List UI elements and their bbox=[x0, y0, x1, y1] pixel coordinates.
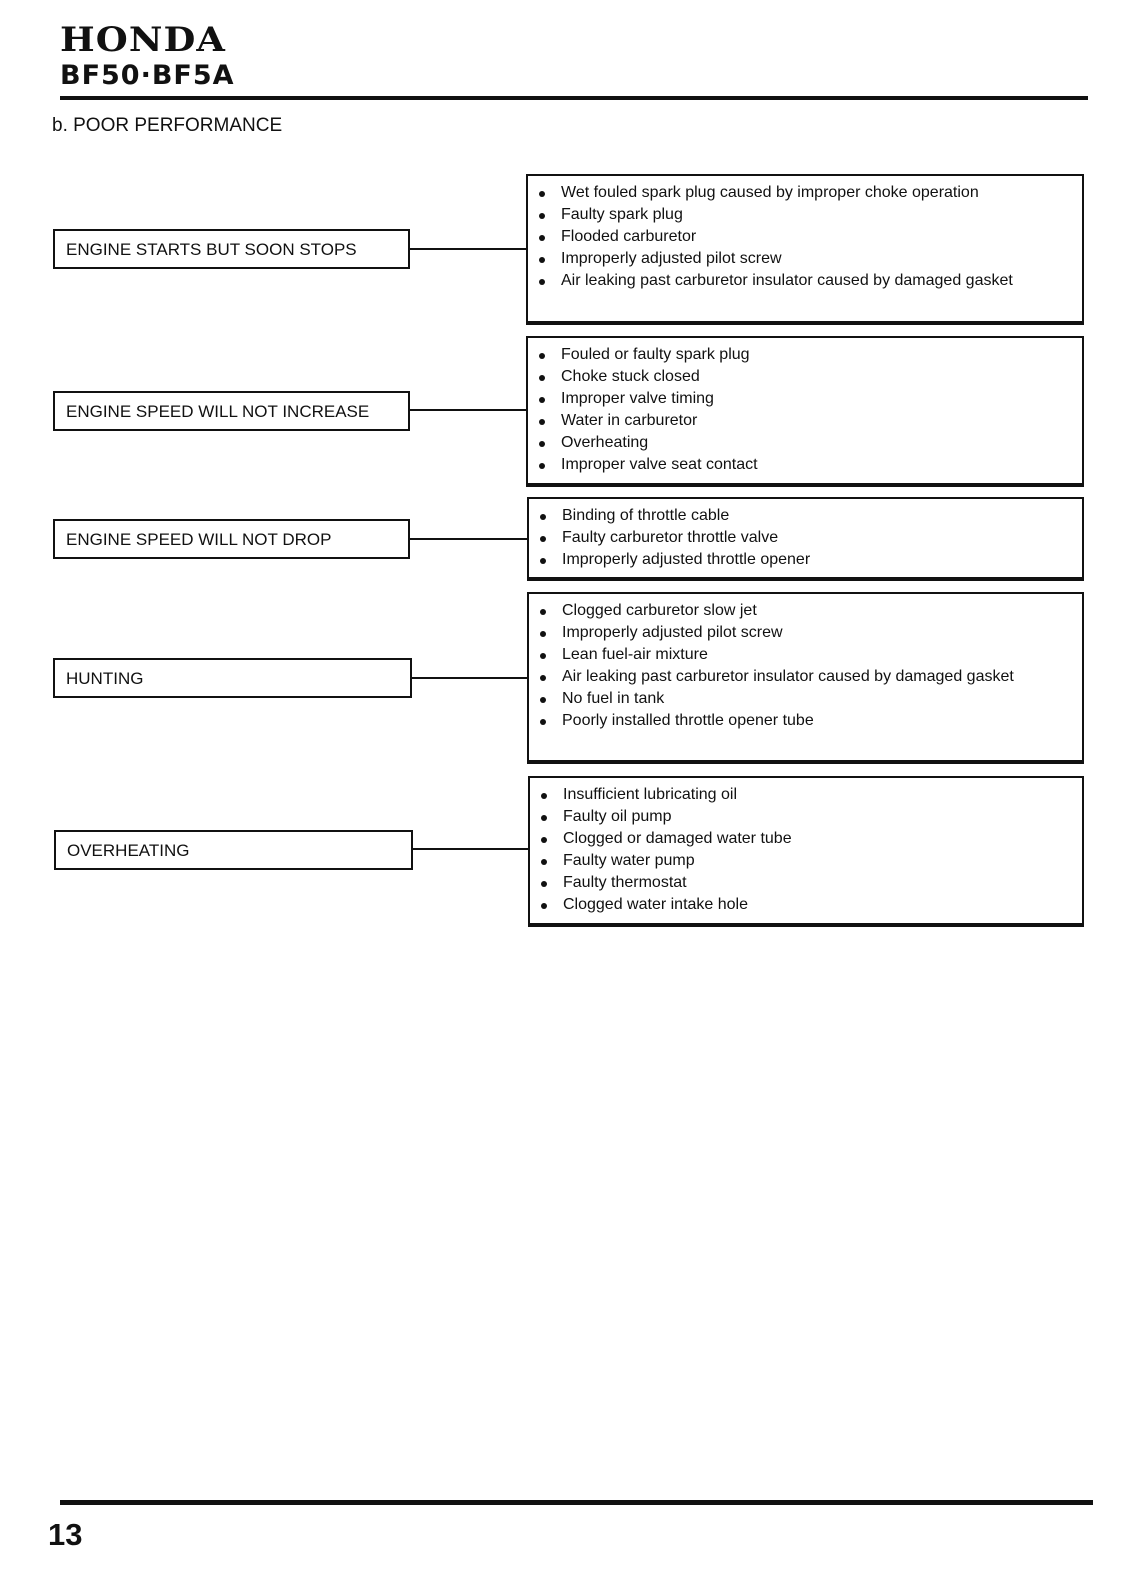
bullet-icon bbox=[540, 631, 546, 637]
cause-item bbox=[538, 828, 1072, 850]
cause-item bbox=[537, 644, 1072, 666]
cause-item bbox=[538, 872, 1072, 894]
cause-item bbox=[536, 344, 1072, 366]
connector-line bbox=[412, 677, 528, 679]
cause-item bbox=[537, 527, 1072, 549]
bullet-icon bbox=[540, 536, 546, 542]
cause-item bbox=[537, 505, 1072, 527]
cause-item bbox=[536, 182, 1072, 204]
cause-text: Faulty carburetor throttle valve bbox=[562, 529, 779, 546]
header-rule bbox=[60, 96, 1088, 100]
cause-text: Faulty spark plug bbox=[561, 206, 683, 223]
cause-box bbox=[528, 776, 1084, 925]
cause-text: Wet fouled spark plug caused by improper choke operation bbox=[561, 184, 979, 201]
cause-box bbox=[526, 174, 1084, 323]
cause-text: Flooded carburetor bbox=[561, 228, 697, 245]
brand-logo: HONDA bbox=[60, 20, 226, 60]
cause-item bbox=[536, 432, 1072, 454]
cause-item bbox=[538, 894, 1072, 916]
bullet-icon bbox=[540, 653, 546, 659]
cause-text: Improperly adjusted pilot screw bbox=[561, 250, 782, 267]
cause-text: Improperly adjusted throttle opener bbox=[562, 551, 811, 568]
bullet-icon bbox=[539, 375, 545, 381]
cause-box bbox=[527, 497, 1084, 579]
connector-line bbox=[410, 409, 527, 411]
cause-item bbox=[536, 248, 1072, 270]
cause-box bbox=[526, 336, 1084, 485]
cause-item bbox=[537, 622, 1072, 644]
cause-text: No fuel in tank bbox=[562, 690, 665, 707]
footer-rule bbox=[60, 1500, 1093, 1505]
bullet-icon bbox=[541, 815, 547, 821]
cause-list bbox=[536, 182, 1072, 292]
cause-box bbox=[527, 592, 1084, 762]
cause-text: Choke stuck closed bbox=[561, 368, 700, 385]
cause-item bbox=[538, 784, 1072, 806]
bullet-icon bbox=[539, 397, 545, 403]
cause-item bbox=[536, 270, 1072, 292]
bullet-icon bbox=[539, 191, 545, 197]
cause-item bbox=[538, 850, 1072, 872]
cause-item bbox=[537, 600, 1072, 622]
cause-item bbox=[536, 204, 1072, 226]
bullet-icon bbox=[539, 235, 545, 241]
bullet-icon bbox=[539, 257, 545, 263]
bullet-icon bbox=[540, 609, 546, 615]
bullet-icon bbox=[541, 903, 547, 909]
bullet-icon bbox=[541, 793, 547, 799]
cause-item bbox=[538, 806, 1072, 828]
symptom-box: ENGINE SPEED WILL NOT INCREASE bbox=[53, 391, 410, 431]
cause-text: Air leaking past carburetor insulator caused by damaged gasket bbox=[562, 668, 1014, 685]
cause-item bbox=[536, 410, 1072, 432]
cause-text: Improper valve seat contact bbox=[561, 456, 758, 473]
connector-line bbox=[410, 538, 528, 540]
cause-list bbox=[536, 344, 1072, 476]
cause-text: Improper valve timing bbox=[561, 390, 714, 407]
bullet-icon bbox=[539, 463, 545, 469]
cause-list bbox=[537, 600, 1072, 732]
bullet-icon bbox=[539, 213, 545, 219]
cause-text: Faulty thermostat bbox=[563, 874, 687, 891]
bullet-icon bbox=[541, 837, 547, 843]
cause-text: Water in carburetor bbox=[561, 412, 698, 429]
cause-text: Faulty water pump bbox=[563, 852, 695, 869]
cause-item bbox=[537, 710, 1072, 732]
cause-text: Fouled or faulty spark plug bbox=[561, 346, 750, 363]
cause-text: Clogged water intake hole bbox=[563, 896, 749, 913]
symptom-box: ENGINE SPEED WILL NOT DROP bbox=[53, 519, 410, 559]
cause-text: Clogged or damaged water tube bbox=[563, 830, 792, 847]
bullet-icon bbox=[541, 859, 547, 865]
cause-item bbox=[536, 388, 1072, 410]
bullet-icon bbox=[539, 279, 545, 285]
cause-item bbox=[537, 549, 1072, 571]
model-name: BF50·BF5A bbox=[60, 60, 235, 91]
bullet-icon bbox=[540, 514, 546, 520]
cause-item bbox=[537, 666, 1072, 688]
cause-text: Improperly adjusted pilot screw bbox=[562, 624, 783, 641]
bullet-icon bbox=[540, 675, 546, 681]
cause-item bbox=[536, 454, 1072, 476]
bullet-icon bbox=[540, 719, 546, 725]
connector-line bbox=[410, 248, 527, 250]
cause-text: Poorly installed throttle opener tube bbox=[562, 712, 814, 729]
cause-item bbox=[536, 366, 1072, 388]
bullet-icon bbox=[539, 419, 545, 425]
bullet-icon bbox=[539, 441, 545, 447]
cause-text: Lean fuel-air mixture bbox=[562, 646, 708, 663]
cause-item bbox=[537, 688, 1072, 710]
cause-text: Binding of throttle cable bbox=[562, 507, 730, 524]
cause-list bbox=[537, 505, 1072, 571]
cause-text: Faulty oil pump bbox=[563, 808, 672, 825]
cause-text: Insufficient lubricating oil bbox=[563, 786, 738, 803]
page-number: 13 bbox=[48, 1517, 83, 1552]
cause-text: Overheating bbox=[561, 434, 649, 451]
bullet-icon bbox=[540, 697, 546, 703]
bullet-icon bbox=[540, 558, 546, 564]
symptom-box: ENGINE STARTS BUT SOON STOPS bbox=[53, 229, 410, 269]
bullet-icon bbox=[541, 881, 547, 887]
cause-text: Air leaking past carburetor insulator caused by damaged gasket bbox=[561, 272, 1013, 289]
cause-list bbox=[538, 784, 1072, 916]
section-title: b. POOR PERFORMANCE bbox=[52, 115, 283, 136]
symptom-box: OVERHEATING bbox=[54, 830, 413, 870]
symptom-box: HUNTING bbox=[53, 658, 412, 698]
cause-item bbox=[536, 226, 1072, 248]
bullet-icon bbox=[539, 353, 545, 359]
cause-text: Clogged carburetor slow jet bbox=[562, 602, 757, 619]
connector-line bbox=[413, 848, 529, 850]
